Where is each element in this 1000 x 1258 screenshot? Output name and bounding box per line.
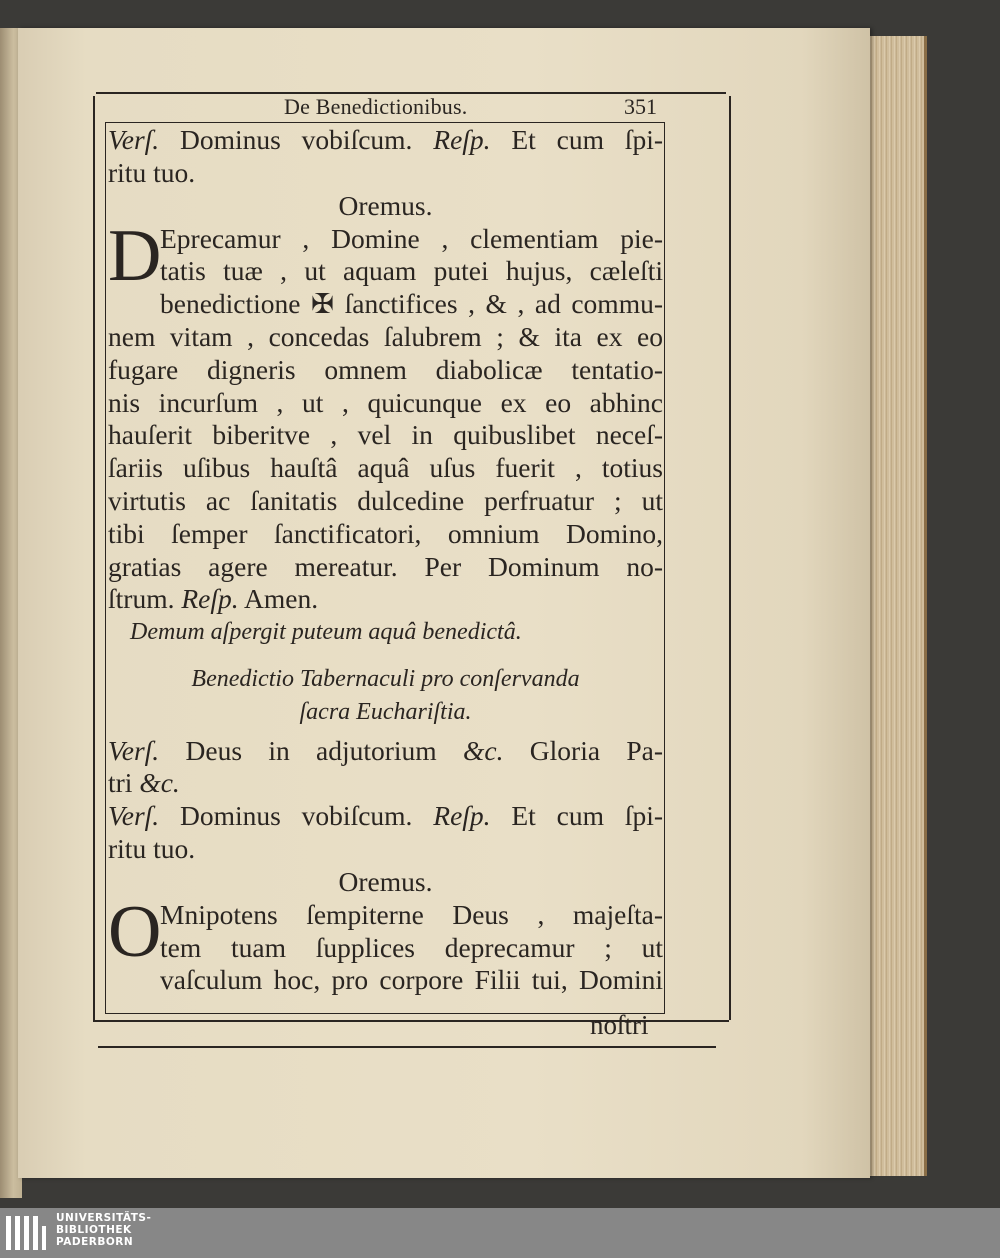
text-line: ritu tuo. [108,832,196,864]
running-title: De Benedictionibus. [284,94,468,119]
text-line: virtutis ac ſanitatis dulcedine perfruatur ; ut [108,484,663,516]
text-line: nem vitam , concedas ſalubrem ; & ita ex eo [108,320,663,352]
text-block [108,124,663,997]
text-line: gratias agere mereatur. Per Dominum no- [108,550,663,582]
drop-cap: O [108,890,162,973]
library-name: UNIVERSITÄTS- BIBLIOTHEK PADERBORN [56,1212,152,1248]
library-footer [0,1208,1000,1258]
section-title: Benedictio Tabernaculi pro conſervanda [191,665,580,692]
rubric: Demum aſpergit puteum aquâ benedictâ. [130,619,522,646]
text-line: Verſ. Dominus vobiſcum. Reſp. Et cum ſpi- [108,124,663,155]
bottom-rule-lower [98,1046,716,1048]
spacer [108,649,663,663]
drop-cap: D [108,214,162,297]
prayer-paragraph [108,214,663,617]
text-line: tem tuam ſupplices deprecamur ; ut [160,931,663,963]
text-line: Eprecamur , Domine , clementiam pie- [160,222,663,254]
oremus-heading: Oremus. [338,189,433,221]
text-line: Verſ. Dominus vobiſcum. Reſp. Et cum ſpi- [108,800,663,832]
page-number: 351 [624,94,657,119]
text-line: nis incurſum , ut , quicunque ex eo abhinc [108,386,663,418]
text-line: Verſ. Deus in adjutorium &c. Gloria Pa- [108,734,664,766]
text-line: tri &c. [108,767,180,799]
text-line: fugare digneris omnem diabolicæ tentatio- [108,353,663,385]
text-line: ſtrum. Reſp. Amen. [108,583,319,615]
prayer-paragraph [108,890,663,997]
text-line: hauſerit biberitve , vel in quibuslibet neceſ- [108,419,663,451]
text-line: tibi ſemper ſanctificatori, omnium Domino, [108,517,663,549]
catchword: noſtri [590,1010,649,1040]
text-line: vaſculum hoc, pro corpore Filii tui, Domini [160,964,663,996]
text-line: Mnipotens ſempiterne Deus , majeſta- [160,898,663,930]
text-line: benedictione ✠ ſanctifices , & , ad commu- [160,288,663,320]
library-logo-icon [4,1212,48,1254]
section-title: ſacra Euchariſtia. [299,698,472,725]
oremus-heading: Oremus. [338,865,433,897]
text-line: ſariis uſibus hauſtâ aquâ uſus fuerit , totius [108,452,663,484]
text-line: tatis tuæ , ut aquam putei hujus, cæleſti [160,255,663,287]
text-line: ritu tuo. [108,156,196,188]
